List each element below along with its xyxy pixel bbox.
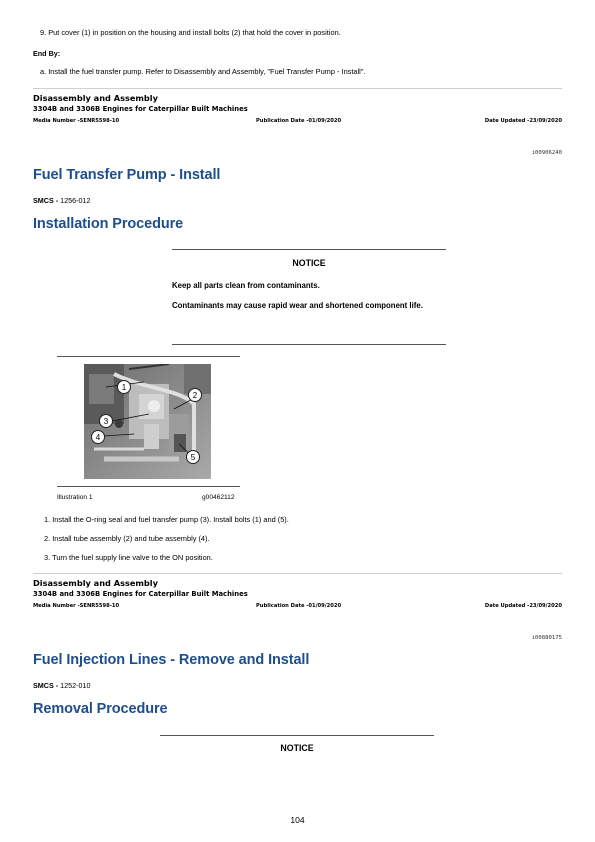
step-9: 9. Put cover (1) in position on the housing and install bolts (2) that hold the cover in position. [40, 28, 341, 37]
header-date-updated: Date Updated -23/09/2020 [484, 118, 562, 124]
smcs-code [33, 196, 91, 205]
page-number: 104 [290, 815, 305, 825]
header-divider-2 [33, 573, 562, 574]
smcs-value-2: 1252-010 [60, 681, 91, 690]
header-publication-date-2: Publication Date -01/09/2020 [256, 603, 342, 609]
header-media-number-2: Media Number -SENR5598-10 [33, 603, 120, 609]
header-subtitle-2: 3304B and 3306B Engines for Caterpillar Built Machines [33, 590, 248, 598]
fuel-pump-photo [84, 364, 211, 479]
notice-title-2: NOTICE [280, 743, 314, 753]
header-title-2: Disassembly and Assembly [33, 578, 158, 588]
notice-top-rule [172, 249, 446, 250]
smcs-label: SMCS - [33, 196, 59, 205]
illustration-bottom-rule [57, 486, 240, 487]
notice-line-2: Contaminants may cause rapid wear and shortened component life. [172, 301, 423, 310]
illustration-label: Illustration 1 [57, 494, 93, 501]
smcs-label-2: SMCS - [33, 681, 59, 690]
callout-1: 1 [117, 380, 131, 394]
header-subtitle: 3304B and 3306B Engines for Caterpillar Built Machines [33, 105, 248, 113]
notice-line-1: Keep all parts clean from contaminants. [172, 281, 320, 290]
install-step-1: 1. Install the O-ring seal and fuel transfer pump (3). Install bolts (1) and (5). [44, 515, 289, 524]
notice-title: NOTICE [292, 258, 326, 268]
header-date-updated-2: Date Updated -23/09/2020 [484, 603, 562, 609]
section-title: Fuel Transfer Pump - Install [33, 167, 221, 183]
header-media-number: Media Number -SENR5598-10 [33, 118, 120, 124]
callout-2: 2 [188, 388, 202, 402]
procedure-title-2: Removal Procedure [33, 701, 168, 717]
procedure-title: Installation Procedure [33, 216, 184, 232]
install-step-2: 2. Install tube assembly (2) and tube assembly (4). [44, 534, 210, 543]
install-step-3: 3. Turn the fuel supply line valve to the ON position. [44, 553, 213, 562]
callout-5: 5 [186, 450, 200, 464]
section-title-2: Fuel Injection Lines - Remove and Install [33, 652, 310, 668]
notice-top-rule-2 [160, 735, 434, 736]
header-divider [33, 88, 562, 89]
smcs-code-2 [33, 681, 91, 690]
callout-4: 4 [91, 430, 105, 444]
header-publication-date: Publication Date -01/09/2020 [256, 118, 342, 124]
smcs-value: 1256-012 [60, 196, 91, 205]
callout-3: 3 [99, 414, 113, 428]
end-by-label: End By: [33, 49, 61, 58]
notice-bottom-rule [172, 344, 446, 345]
illustration-code: g00462112 [202, 494, 235, 501]
header-title: Disassembly and Assembly [33, 93, 158, 103]
illustration-top-rule [57, 356, 240, 357]
end-by-step-a: a. Install the fuel transfer pump. Refer to Disassembly and Assembly, "Fuel Transfer Pump - Install". [40, 67, 366, 76]
document-id: i00906240 [531, 150, 562, 156]
document-id-2: i00880175 [531, 635, 562, 641]
